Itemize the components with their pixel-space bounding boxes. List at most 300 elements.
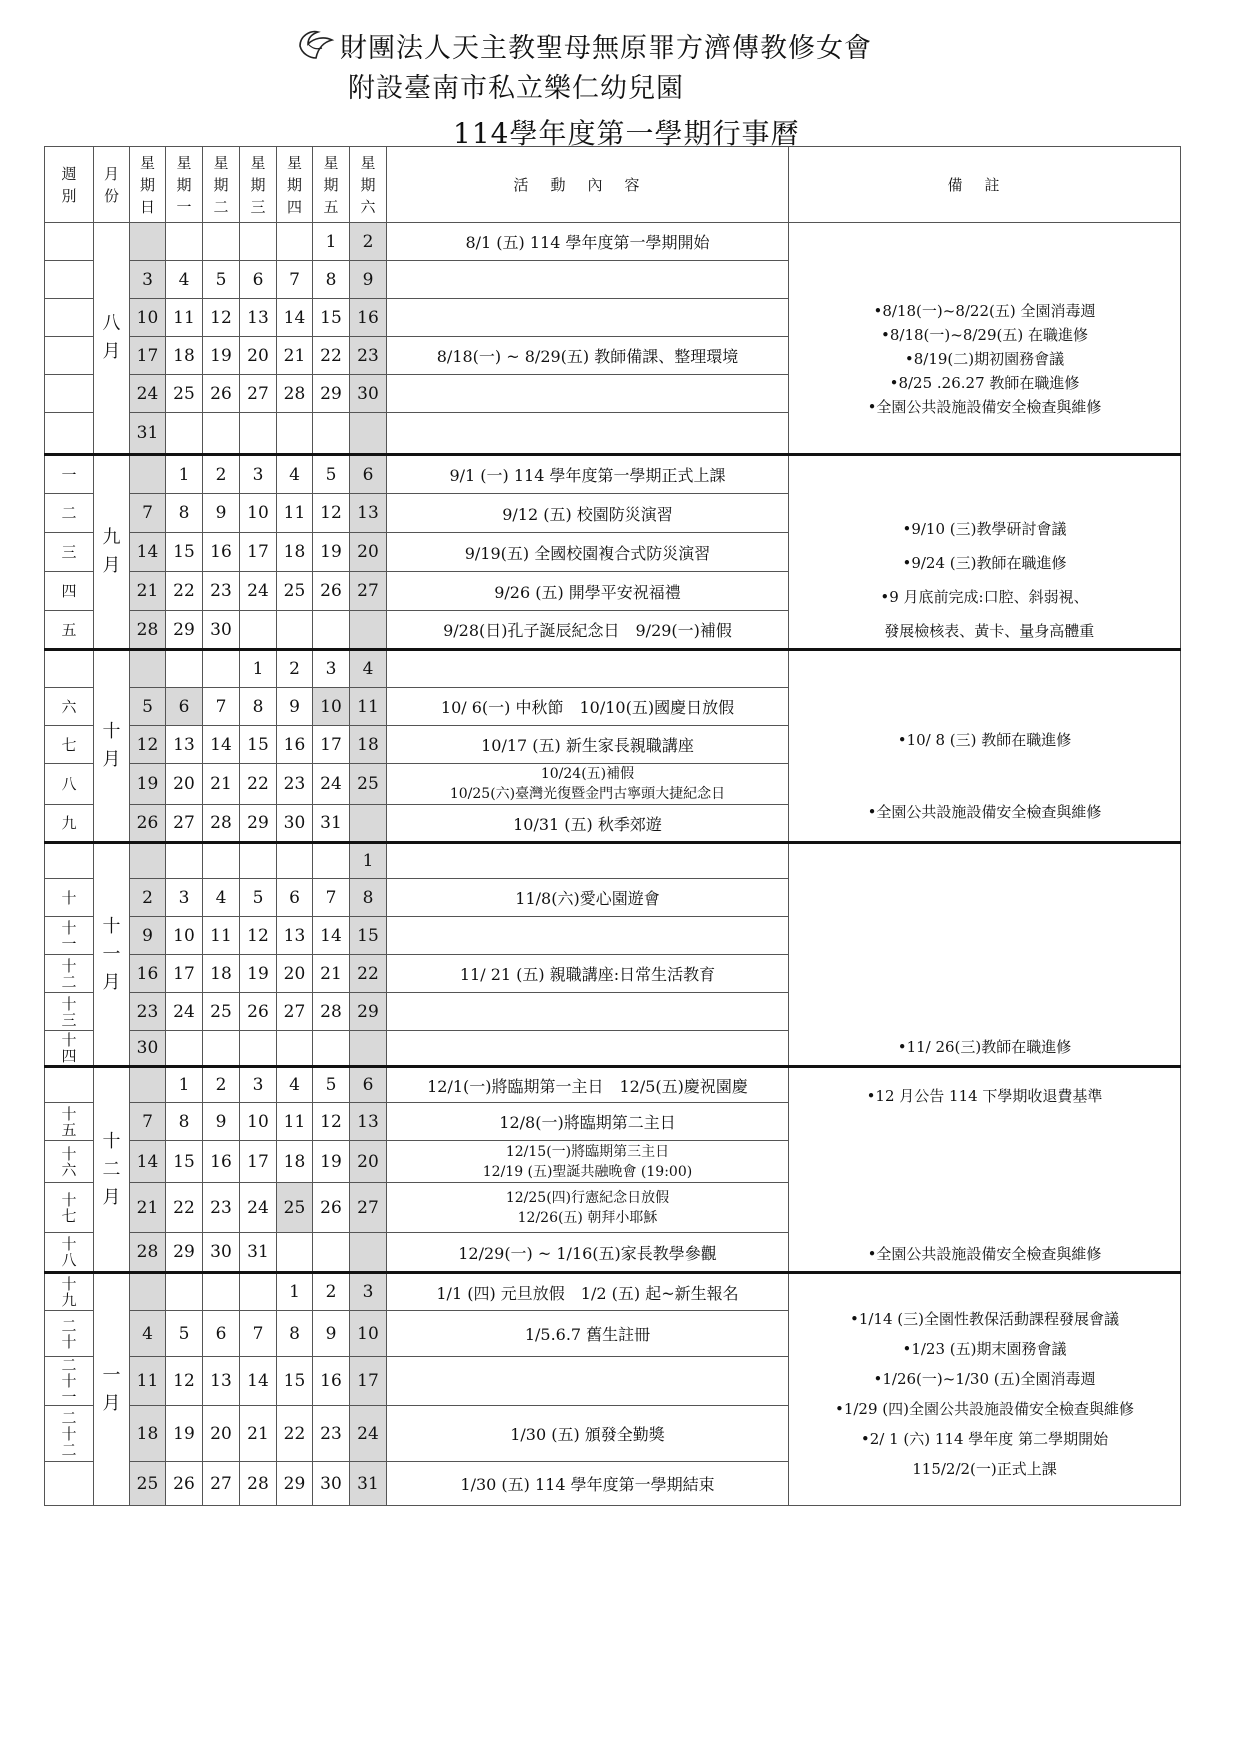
weekday-column-header-char: 期 bbox=[139, 175, 155, 194]
date-cell: 31 bbox=[350, 1462, 387, 1506]
week-number-cell bbox=[45, 1067, 94, 1103]
date-cell: 27 bbox=[166, 805, 203, 843]
date-cell bbox=[203, 650, 240, 688]
date-cell: 7 bbox=[313, 879, 350, 917]
date-cell bbox=[130, 1273, 166, 1311]
date-cell: 12 bbox=[166, 1357, 203, 1406]
date-cell: 15 bbox=[350, 917, 387, 955]
date-cell: 6 bbox=[166, 688, 203, 726]
date-cell bbox=[203, 1273, 240, 1311]
activity-line: 1/30 (五) 頒發全勤獎 bbox=[510, 1425, 665, 1444]
date-cell: 14 bbox=[240, 1357, 277, 1406]
week-number-cell: 十 三 bbox=[45, 993, 94, 1031]
date-cell: 18 bbox=[350, 726, 387, 764]
date-cell: 2 bbox=[203, 1067, 240, 1103]
note-line: •2/ 1 (六) 114 學年度 第二學期開始 bbox=[860, 1429, 1109, 1448]
date-cell: 12 bbox=[240, 917, 277, 955]
note-line: •1/23 (五)期末園務會議 bbox=[902, 1339, 1067, 1358]
date-cell: 31 bbox=[240, 1233, 277, 1273]
date-cell: 20 bbox=[350, 1141, 387, 1183]
weekday-column-header bbox=[240, 147, 277, 223]
note-line: •10/ 8 (三) 教師在職進修 bbox=[897, 731, 1072, 749]
date-cell: 21 bbox=[130, 572, 166, 611]
date-cell: 22 bbox=[313, 337, 350, 375]
activity-line: 12/19 (五)聖誕共融晚會 (19:00) bbox=[482, 1163, 693, 1180]
date-cell: 2 bbox=[313, 1273, 350, 1311]
date-cell: 26 bbox=[313, 572, 350, 611]
date-cell: 29 bbox=[240, 805, 277, 843]
date-cell: 27 bbox=[277, 993, 313, 1031]
date-cell: 7 bbox=[240, 1311, 277, 1357]
date-cell: 26 bbox=[240, 993, 277, 1031]
document-header bbox=[0, 0, 1241, 150]
weekday-column-header-char: 五 bbox=[323, 197, 339, 216]
date-cell: 22 bbox=[240, 764, 277, 805]
week-number-cell: 十 bbox=[45, 879, 94, 917]
activity-cell bbox=[387, 413, 789, 455]
date-cell: 6 bbox=[350, 455, 387, 494]
date-cell bbox=[350, 413, 387, 455]
date-cell: 17 bbox=[350, 1357, 387, 1406]
date-cell: 30 bbox=[203, 611, 240, 650]
month-label-cell bbox=[94, 455, 130, 650]
date-cell: 13 bbox=[240, 299, 277, 337]
date-cell: 2 bbox=[130, 879, 166, 917]
activity-cell bbox=[387, 764, 789, 805]
date-cell: 26 bbox=[313, 1183, 350, 1233]
date-cell: 16 bbox=[203, 1141, 240, 1183]
date-cell bbox=[313, 413, 350, 455]
note-cell bbox=[789, 843, 1181, 1067]
date-cell: 8 bbox=[313, 261, 350, 299]
date-cell: 19 bbox=[313, 1141, 350, 1183]
month-column-header bbox=[94, 147, 130, 223]
date-cell: 15 bbox=[166, 533, 203, 572]
activity-cell bbox=[387, 879, 789, 917]
weekday-column-header-char: 星 bbox=[323, 153, 339, 172]
date-cell: 15 bbox=[313, 299, 350, 337]
date-cell: 18 bbox=[277, 1141, 313, 1183]
month-column-header-char: 月 bbox=[103, 164, 119, 183]
week-number-cell bbox=[45, 261, 94, 299]
date-cell: 23 bbox=[350, 337, 387, 375]
activity-cell bbox=[387, 917, 789, 955]
date-cell: 30 bbox=[350, 375, 387, 413]
date-cell bbox=[240, 413, 277, 455]
school-name: 附設臺南市私立樂仁幼兒園 bbox=[348, 73, 684, 104]
date-cell: 9 bbox=[203, 494, 240, 533]
date-cell: 19 bbox=[240, 955, 277, 993]
date-cell bbox=[240, 1273, 277, 1311]
week-row bbox=[45, 843, 1181, 879]
date-cell: 25 bbox=[130, 1462, 166, 1506]
note-line: 115/2/2(一)正式上課 bbox=[912, 1459, 1057, 1478]
date-cell: 27 bbox=[350, 572, 387, 611]
date-cell: 6 bbox=[277, 879, 313, 917]
date-cell: 18 bbox=[166, 337, 203, 375]
date-cell: 5 bbox=[313, 1067, 350, 1103]
week-number-cell: 五 bbox=[45, 611, 94, 650]
date-cell bbox=[313, 843, 350, 879]
weekday-column-header-char: 期 bbox=[213, 175, 229, 194]
month-label-cell bbox=[94, 1273, 130, 1506]
week-number-cell: 八 bbox=[45, 764, 94, 805]
month-label-char: 一 bbox=[102, 943, 121, 965]
date-cell: 16 bbox=[130, 955, 166, 993]
date-cell: 13 bbox=[350, 1103, 387, 1141]
date-cell: 15 bbox=[277, 1357, 313, 1406]
note-line: •9/24 (三)教師在職進修 bbox=[902, 554, 1067, 572]
week-number-cell bbox=[45, 1462, 94, 1506]
month-label-char: 月 bbox=[102, 341, 121, 362]
date-cell bbox=[350, 805, 387, 843]
date-cell: 14 bbox=[130, 1141, 166, 1183]
date-cell: 8 bbox=[166, 494, 203, 533]
note-cell bbox=[789, 1273, 1181, 1506]
date-cell: 4 bbox=[130, 1311, 166, 1357]
table-header bbox=[45, 147, 1181, 223]
activity-line: 10/17 (五) 新生家長親職講座 bbox=[481, 736, 694, 755]
date-cell: 18 bbox=[277, 533, 313, 572]
date-cell bbox=[240, 843, 277, 879]
date-cell bbox=[350, 1031, 387, 1067]
month-label-char: 十 bbox=[102, 1130, 121, 1152]
month-label-cell bbox=[94, 223, 130, 455]
week-number-cell: 二 十 bbox=[45, 1311, 94, 1357]
date-cell: 5 bbox=[166, 1311, 203, 1357]
week-row bbox=[45, 455, 1181, 494]
date-cell: 17 bbox=[130, 337, 166, 375]
date-cell: 26 bbox=[130, 805, 166, 843]
date-cell: 6 bbox=[350, 1067, 387, 1103]
date-cell bbox=[313, 611, 350, 650]
date-cell: 25 bbox=[277, 1183, 313, 1233]
weekday-column-header-char: 日 bbox=[139, 197, 155, 216]
date-cell bbox=[203, 1031, 240, 1067]
month-label-char: 月 bbox=[102, 1392, 121, 1414]
weekday-column-header-char: 期 bbox=[176, 175, 192, 194]
date-cell: 10 bbox=[130, 299, 166, 337]
week-number-cell: 十 八 bbox=[45, 1233, 94, 1273]
weekday-column-header-char: 期 bbox=[286, 175, 302, 194]
date-cell: 4 bbox=[277, 1067, 313, 1103]
activity-line: 8/18(一) ~ 8/29(五) 教師備課、整理環境 bbox=[436, 347, 739, 366]
date-cell bbox=[277, 223, 313, 261]
date-cell bbox=[277, 611, 313, 650]
date-cell: 15 bbox=[240, 726, 277, 764]
date-cell: 24 bbox=[313, 764, 350, 805]
date-cell: 10 bbox=[313, 688, 350, 726]
date-cell: 11 bbox=[277, 494, 313, 533]
date-cell: 28 bbox=[313, 993, 350, 1031]
date-cell: 21 bbox=[313, 955, 350, 993]
weekday-column-header bbox=[166, 147, 203, 223]
note-line: •12 月公告 114 下學期收退費基準 bbox=[866, 1086, 1103, 1105]
activity-cell bbox=[387, 1462, 789, 1506]
activity-column-header: 活動內容 bbox=[387, 147, 789, 223]
date-cell: 22 bbox=[166, 572, 203, 611]
activity-cell bbox=[387, 1406, 789, 1462]
note-line: •8/25 .26.27 教師在職進修 bbox=[889, 374, 1080, 392]
date-cell bbox=[277, 413, 313, 455]
date-cell bbox=[350, 1233, 387, 1273]
week-number-cell: 十 五 bbox=[45, 1103, 94, 1141]
activity-line: 8/1 (五) 114 學年度第一學期開始 bbox=[465, 233, 710, 252]
activity-cell bbox=[387, 650, 789, 688]
month-label-char: 月 bbox=[102, 749, 121, 770]
activity-cell bbox=[387, 1141, 789, 1183]
note-line: •1/14 (三)全園性教保活動課程發展會議 bbox=[849, 1309, 1119, 1328]
date-cell: 5 bbox=[203, 261, 240, 299]
date-cell: 27 bbox=[240, 375, 277, 413]
date-cell: 19 bbox=[313, 533, 350, 572]
activity-cell bbox=[387, 843, 789, 879]
date-cell: 19 bbox=[130, 764, 166, 805]
weekday-column-header-char: 星 bbox=[286, 153, 302, 172]
week-number-cell bbox=[45, 299, 94, 337]
activity-line: 1/1 (四) 元旦放假 1/2 (五) 起~新生報名 bbox=[436, 1283, 739, 1303]
date-cell: 27 bbox=[350, 1183, 387, 1233]
date-cell bbox=[166, 1031, 203, 1067]
date-cell bbox=[277, 1031, 313, 1067]
date-cell: 28 bbox=[130, 611, 166, 650]
activity-cell bbox=[387, 375, 789, 413]
date-cell: 29 bbox=[166, 611, 203, 650]
date-cell: 10 bbox=[350, 1311, 387, 1357]
date-cell: 1 bbox=[166, 455, 203, 494]
weekday-column-header-char: 星 bbox=[176, 153, 192, 172]
activity-line: 9/1 (一) 114 學年度第一學期正式上課 bbox=[449, 466, 726, 485]
date-cell: 20 bbox=[203, 1406, 240, 1462]
date-cell: 21 bbox=[240, 1406, 277, 1462]
activity-cell bbox=[387, 261, 789, 299]
date-cell: 1 bbox=[350, 843, 387, 879]
activity-line: 10/ 6(一) 中秋節 10/10(五)國慶日放假 bbox=[440, 698, 735, 717]
date-cell: 26 bbox=[203, 375, 240, 413]
note-line: •1/29 (四)全園公共設施設備安全檢查與維修 bbox=[834, 1399, 1134, 1418]
date-cell: 30 bbox=[203, 1233, 240, 1273]
activity-line: 12/8(一)將臨期第二主日 bbox=[499, 1113, 676, 1132]
date-cell: 3 bbox=[166, 879, 203, 917]
weekday-column-header-char: 二 bbox=[213, 197, 229, 216]
date-cell: 12 bbox=[313, 494, 350, 533]
month-label-cell bbox=[94, 1067, 130, 1273]
activity-cell bbox=[387, 805, 789, 843]
week-number-cell: 四 bbox=[45, 572, 94, 611]
date-cell: 31 bbox=[130, 413, 166, 455]
date-cell: 23 bbox=[130, 993, 166, 1031]
activity-cell bbox=[387, 1031, 789, 1067]
date-cell: 25 bbox=[203, 993, 240, 1031]
date-cell: 11 bbox=[203, 917, 240, 955]
date-cell: 11 bbox=[277, 1103, 313, 1141]
date-cell bbox=[166, 413, 203, 455]
date-cell: 6 bbox=[240, 261, 277, 299]
week-number-cell: 二 十 二 bbox=[45, 1406, 94, 1462]
activity-line: 10/25(六)臺灣光復暨金門古寧頭大捷紀念日 bbox=[449, 786, 726, 802]
date-cell: 8 bbox=[277, 1311, 313, 1357]
date-cell: 30 bbox=[313, 1462, 350, 1506]
date-cell: 9 bbox=[130, 917, 166, 955]
activity-cell bbox=[387, 1311, 789, 1357]
weekday-column-header bbox=[350, 147, 387, 223]
week-number-cell bbox=[45, 223, 94, 261]
week-number-cell: 十 六 bbox=[45, 1141, 94, 1183]
date-cell: 1 bbox=[277, 1273, 313, 1311]
activity-cell bbox=[387, 337, 789, 375]
date-cell: 1 bbox=[166, 1067, 203, 1103]
date-cell: 8 bbox=[166, 1103, 203, 1141]
date-cell: 16 bbox=[313, 1357, 350, 1406]
date-cell bbox=[277, 1233, 313, 1273]
note-line: •全園公共設施設備安全檢查與維修 bbox=[867, 803, 1102, 821]
week-number-cell bbox=[45, 413, 94, 455]
date-cell: 8 bbox=[240, 688, 277, 726]
month-label-char: 月 bbox=[102, 555, 121, 576]
date-cell: 18 bbox=[130, 1406, 166, 1462]
week-number-cell: 二 十 一 bbox=[45, 1357, 94, 1406]
date-cell: 1 bbox=[240, 650, 277, 688]
date-cell: 5 bbox=[313, 455, 350, 494]
date-cell: 10 bbox=[166, 917, 203, 955]
date-cell: 11 bbox=[166, 299, 203, 337]
note-line: •11/ 26(三)教師在職進修 bbox=[897, 1038, 1072, 1056]
week-number-cell bbox=[45, 650, 94, 688]
note-line: •全園公共設施設備安全檢查與維修 bbox=[867, 398, 1102, 416]
week-row bbox=[45, 223, 1181, 261]
activity-cell bbox=[387, 1233, 789, 1273]
date-cell: 17 bbox=[313, 726, 350, 764]
date-cell: 13 bbox=[166, 726, 203, 764]
activity-line: 11/ 21 (五) 親職講座:日常生活教育 bbox=[459, 965, 716, 984]
activity-cell bbox=[387, 1067, 789, 1103]
date-cell bbox=[313, 1031, 350, 1067]
week-number-cell: 十 二 bbox=[45, 955, 94, 993]
date-cell: 10 bbox=[240, 1103, 277, 1141]
date-cell: 19 bbox=[203, 337, 240, 375]
week-row bbox=[45, 1273, 1181, 1311]
date-cell: 16 bbox=[277, 726, 313, 764]
week-number-cell: 九 bbox=[45, 805, 94, 843]
week-number-cell bbox=[45, 843, 94, 879]
activity-line: 12/25(四)行憲紀念日放假 bbox=[505, 1189, 670, 1206]
weekday-column-header-char: 星 bbox=[360, 153, 376, 172]
date-cell bbox=[130, 843, 166, 879]
date-cell: 3 bbox=[350, 1273, 387, 1311]
date-cell bbox=[203, 843, 240, 879]
activity-line: 9/28(日)孔子誕辰紀念日 9/29(一)補假 bbox=[443, 621, 732, 640]
month-label-char: 九 bbox=[102, 527, 121, 548]
date-cell: 28 bbox=[203, 805, 240, 843]
date-cell: 8 bbox=[350, 879, 387, 917]
note-cell bbox=[789, 1067, 1181, 1273]
activity-cell bbox=[387, 1273, 789, 1311]
dove-logo-icon bbox=[296, 28, 336, 64]
weekday-column-header-char: 期 bbox=[360, 175, 376, 194]
activity-line: 9/12 (五) 校園防災演習 bbox=[502, 504, 673, 524]
date-cell: 5 bbox=[240, 879, 277, 917]
note-line: •8/18(一)~8/22(五) 全園消毒週 bbox=[873, 302, 1096, 320]
activity-cell bbox=[387, 455, 789, 494]
date-cell: 12 bbox=[130, 726, 166, 764]
semester-calendar-table bbox=[44, 146, 1181, 1506]
activity-cell bbox=[387, 611, 789, 650]
date-cell: 21 bbox=[130, 1183, 166, 1233]
date-cell: 4 bbox=[203, 879, 240, 917]
activity-line: 9/19(五) 全國校園複合式防災演習 bbox=[464, 543, 711, 563]
date-cell bbox=[166, 650, 203, 688]
note-cell bbox=[789, 455, 1181, 650]
month-label-cell bbox=[94, 650, 130, 843]
activity-cell bbox=[387, 993, 789, 1031]
date-cell: 13 bbox=[203, 1357, 240, 1406]
weekday-column-header-char: 星 bbox=[139, 153, 155, 172]
date-cell bbox=[166, 223, 203, 261]
weekday-column-header-char: 星 bbox=[250, 153, 266, 172]
week-number-cell bbox=[45, 337, 94, 375]
weekday-column-header-char: 一 bbox=[176, 197, 192, 216]
date-cell: 30 bbox=[277, 805, 313, 843]
note-line: •9 月底前完成:口腔、斜弱視、 bbox=[880, 588, 1089, 606]
date-cell bbox=[240, 611, 277, 650]
weekday-column-header-char: 三 bbox=[250, 197, 266, 216]
date-cell bbox=[130, 455, 166, 494]
activity-line: 11/8(六)愛心園遊會 bbox=[515, 889, 660, 908]
date-cell bbox=[240, 223, 277, 261]
date-cell: 3 bbox=[313, 650, 350, 688]
note-line: 發展檢核表、黃卡、量身高體重 bbox=[874, 622, 1095, 640]
week-number-cell: 一 bbox=[45, 455, 94, 494]
date-cell: 24 bbox=[240, 1183, 277, 1233]
date-cell: 17 bbox=[166, 955, 203, 993]
date-cell: 16 bbox=[350, 299, 387, 337]
month-column-header-char: 份 bbox=[103, 186, 119, 205]
date-cell bbox=[313, 1233, 350, 1273]
date-cell: 2 bbox=[203, 455, 240, 494]
week-number-cell: 十 四 bbox=[45, 1031, 94, 1067]
activity-cell bbox=[387, 726, 789, 764]
date-cell: 9 bbox=[350, 261, 387, 299]
date-cell: 22 bbox=[277, 1406, 313, 1462]
month-label-char: 十 bbox=[102, 915, 121, 937]
date-cell: 7 bbox=[130, 1103, 166, 1141]
date-cell: 25 bbox=[166, 375, 203, 413]
note-line: •9/10 (三)教學研討會議 bbox=[902, 520, 1067, 538]
month-label-char: 月 bbox=[102, 1186, 121, 1208]
activity-cell bbox=[387, 1357, 789, 1406]
date-cell: 21 bbox=[203, 764, 240, 805]
date-cell: 12 bbox=[313, 1103, 350, 1141]
activity-cell bbox=[387, 1103, 789, 1141]
date-cell: 29 bbox=[166, 1233, 203, 1273]
activity-cell bbox=[387, 494, 789, 533]
date-cell: 18 bbox=[203, 955, 240, 993]
activity-cell bbox=[387, 688, 789, 726]
activity-cell bbox=[387, 572, 789, 611]
week-number-cell: 七 bbox=[45, 726, 94, 764]
week-number-cell: 六 bbox=[45, 688, 94, 726]
date-cell: 6 bbox=[203, 1311, 240, 1357]
date-cell: 19 bbox=[166, 1406, 203, 1462]
weekday-column-header-char: 期 bbox=[323, 175, 339, 194]
date-cell: 23 bbox=[313, 1406, 350, 1462]
note-cell bbox=[789, 650, 1181, 843]
date-cell: 22 bbox=[350, 955, 387, 993]
date-cell: 23 bbox=[203, 1183, 240, 1233]
date-cell: 21 bbox=[277, 337, 313, 375]
date-cell: 29 bbox=[350, 993, 387, 1031]
date-cell: 14 bbox=[130, 533, 166, 572]
